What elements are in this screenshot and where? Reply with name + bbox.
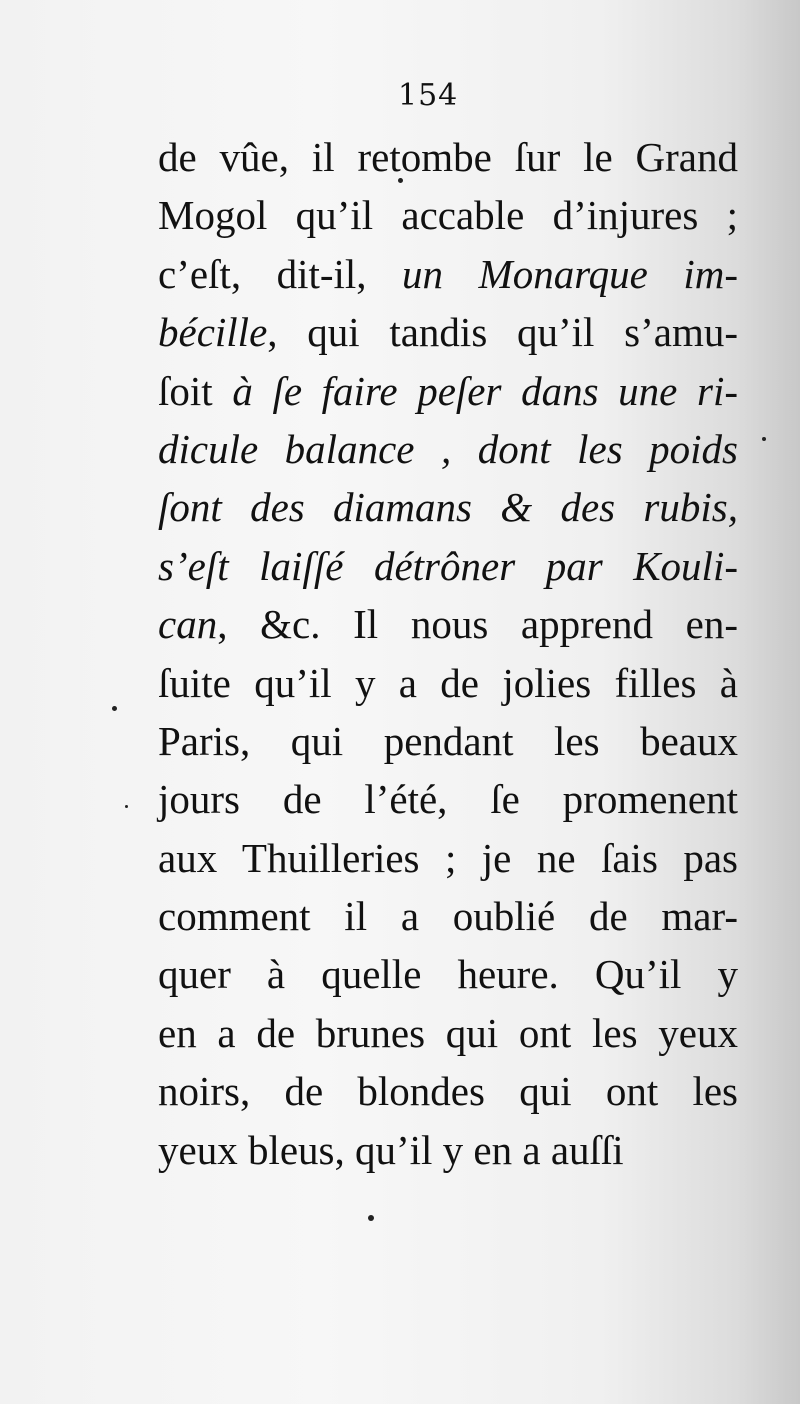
text-line — [158, 654, 738, 712]
text-line — [158, 1062, 738, 1120]
ink-speck — [112, 706, 117, 711]
text-segment: yeux bleus, qu’il y en a auſſi — [158, 1126, 624, 1173]
text-line — [158, 1004, 738, 1062]
text-segment: en a de brunes qui ont les yeux — [158, 1009, 738, 1056]
italic-text-segment: un Monarque im- — [402, 250, 738, 297]
text-segment: Paris, qui pendant les beaux — [158, 717, 738, 764]
text-segment: , qui tandis qu’il s’amu- — [267, 309, 738, 356]
text-line — [158, 712, 738, 770]
text-segment: ſoit — [158, 367, 233, 414]
text-line — [158, 537, 738, 595]
text-segment: aux Thuilleries ; je ne ſais pas — [158, 834, 738, 881]
text-segment: quer à quelle heure. Qu’il y — [158, 951, 738, 998]
body-text — [158, 128, 738, 1179]
text-line — [158, 303, 738, 361]
italic-text-segment: bécille — [158, 309, 268, 356]
text-segment: noirs, de blondes qui ont les — [158, 1068, 738, 1115]
italic-text-segment: ſont des diamans & des rubis, — [158, 484, 738, 531]
text-line — [158, 245, 738, 303]
text-line — [158, 770, 738, 828]
text-line — [158, 128, 738, 186]
italic-text-segment: à ſe faire peſer dans une ri- — [232, 367, 738, 414]
italic-text-segment: can — [158, 601, 218, 648]
text-segment: c’eſt, dit-il, — [158, 250, 403, 297]
ink-speck — [762, 437, 766, 441]
text-line — [158, 186, 738, 244]
page-number: 154 — [398, 78, 459, 113]
text-line — [158, 1121, 738, 1179]
text-line — [158, 478, 738, 536]
text-line — [158, 595, 738, 653]
text-segment: jours de l’été, ſe promenent — [158, 776, 738, 823]
text-segment: , &c. Il nous apprend en- — [217, 601, 738, 648]
ink-speck — [125, 805, 128, 808]
text-segment: Mogol qu’il accable d’injures ; — [158, 192, 738, 239]
text-segment: de vûe, il retombe ſur le Grand — [158, 134, 738, 180]
text-line — [158, 887, 738, 945]
italic-text-segment: dicule balance , dont les poids — [158, 425, 738, 472]
text-line — [158, 362, 738, 420]
text-line — [158, 829, 738, 887]
text-line — [158, 420, 738, 478]
text-line — [158, 945, 738, 1003]
text-segment: ſuite qu’il y a de jolies filles à — [158, 659, 738, 706]
italic-text-segment: s’eſt laiſſé détrôner par Kouli- — [158, 542, 738, 589]
text-segment: comment il a oublié de mar- — [158, 893, 738, 940]
ink-speck — [368, 1215, 374, 1221]
